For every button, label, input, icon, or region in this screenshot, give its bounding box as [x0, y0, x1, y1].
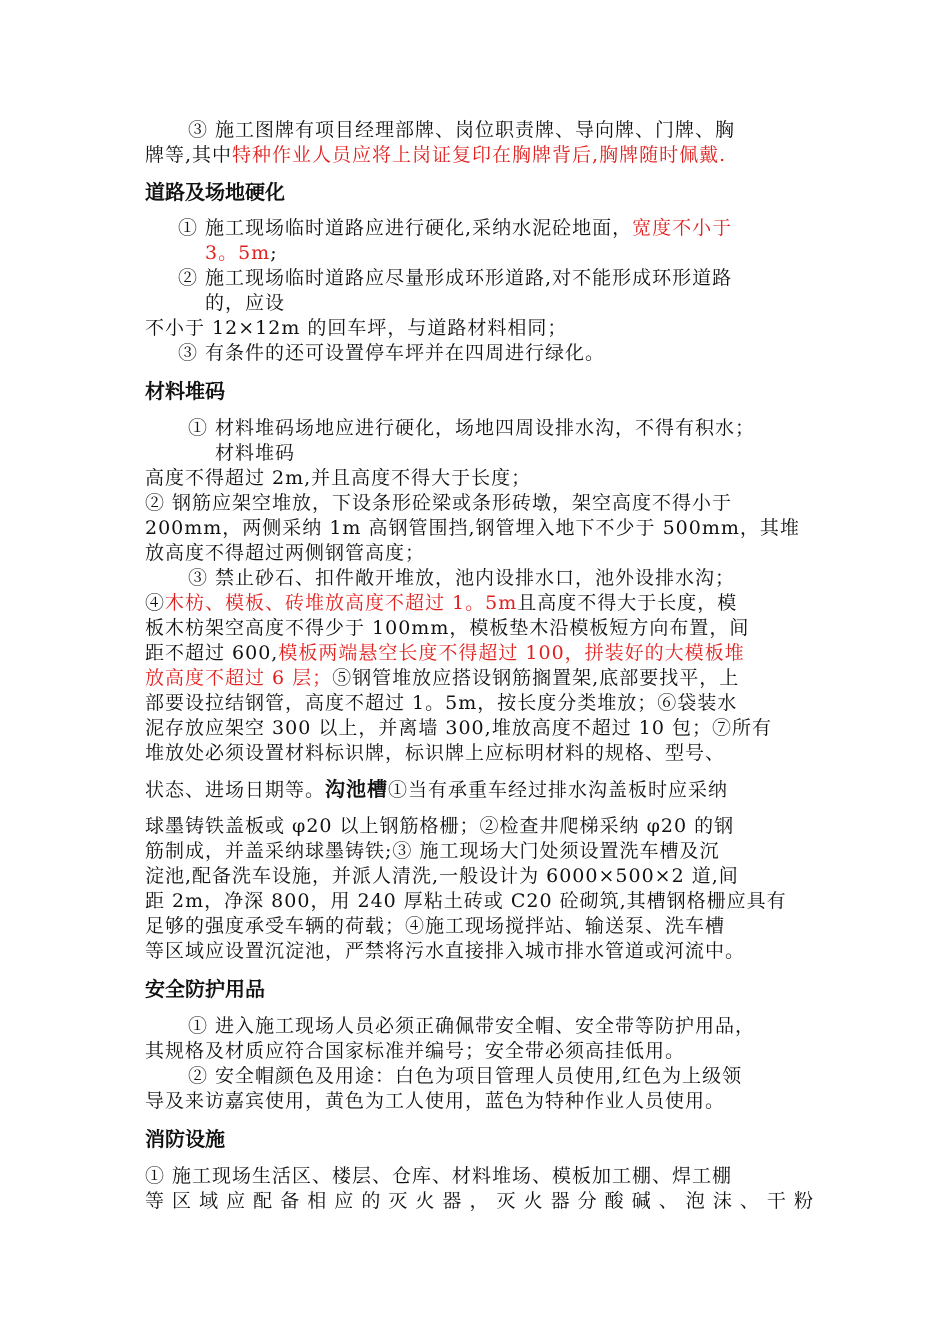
text-span: ①当有承重车经过排水沟盖板时应采纳 — [388, 779, 729, 801]
paragraph-line: 筋制成，并盖采纳球墨铸铁;③ 施工现场大门处须设置洗车槽及沉 — [145, 840, 720, 862]
text-span: 且高度不得大于长度，模 — [517, 592, 738, 614]
paragraph-line: ③ 有条件的还可设置停车坪并在四周进行绿化。 — [178, 342, 606, 364]
paragraph-line — [205, 241, 278, 265]
highlighted-text: 3。5m — [205, 242, 271, 264]
paragraph-line: 等 区 域 应 配 备 相 应 的 灭 火 器 ， 灭 火 器 分 酸 碱 、 泡 沫 、 干 粉 — [145, 1190, 814, 1212]
paragraph-line: 部要设拉结钢管，高度不超过 1。5m，按长度分类堆放；⑥袋装水 — [145, 692, 738, 714]
text-span: ; — [270, 242, 278, 264]
paragraph-line: 淀池,配备洗车设施，并派人清洗,一般设计为 6000×500×2 道,间 — [145, 865, 739, 887]
text-span: ④ — [145, 592, 166, 614]
paragraph-line: ② 安全帽颜色及用途：白色为项目管理人员使用,红色为上级领 — [188, 1065, 743, 1087]
paragraph-line — [145, 666, 739, 690]
paragraph-line: ① 进入施工现场人员必须正确佩带安全帽、安全带等防护用品， — [188, 1015, 756, 1037]
paragraph-line: 材料堆码 — [215, 442, 296, 464]
paragraph-line: 导及来访嘉宾使用，黄色为工人使用，蓝色为特种作业人员使用。 — [145, 1090, 726, 1112]
paragraph-line: 堆放处必须设置材料标识牌，标识牌上应标明材料的规格、型号、 — [145, 742, 726, 764]
paragraph-line: 放高度不得超过两侧钢管高度； — [145, 542, 426, 564]
section-heading-safety-gear: 安全防护用品 — [145, 977, 265, 1001]
text-span: 距不超过 600, — [145, 642, 279, 664]
highlighted-text: 放高度不超过 6 层； — [145, 667, 333, 689]
text-span: 状态、进场日期等。 — [145, 779, 326, 801]
paragraph-line: ② 钢筋应架空堆放，下设条形砼梁或条形砖墩，架空高度不得小于 — [145, 492, 733, 514]
highlighted-text: 木枋、模板、砖堆放高度不超过 1。5m — [165, 592, 518, 614]
paragraph-line: 其规格及材质应符合国家标准并编号；安全带必须高挂低用。 — [145, 1040, 686, 1062]
paragraph-line: ③ 施工图牌有项目经理部牌、岗位职责牌、导向牌、门牌、胸 — [188, 119, 736, 141]
paragraph-line: 200mm，两侧采纳 1m 高钢管围挡,钢管埋入地下不少于 500mm，其堆 — [145, 517, 800, 539]
paragraph-line: ② 施工现场临时道路应尽量形成环形道路,对不能形成环形道路 — [178, 267, 733, 289]
highlighted-text: 模板两端悬空长度不得超过 100，拼装好的大模板堆 — [278, 642, 745, 664]
paragraph-line — [145, 777, 728, 802]
paragraph-line: ① 材料堆码场地应进行硬化，场地四周设排水沟，不得有积水； — [188, 417, 756, 439]
paragraph-line: 不小于 12×12m 的回车坪，与道路材料相同； — [145, 317, 568, 339]
paragraph-line: 距 2m，净深 800，用 240 厚粘土砖或 C20 砼砌筑,其槽钢格栅应具有 — [145, 890, 787, 912]
highlighted-text: 宽度不小于 — [632, 217, 733, 239]
paragraph-line: 等区域应设置沉淀池，严禁将污水直接排入城市排水管道或河流中。 — [145, 940, 746, 962]
paragraph-line: 泥存放应架空 300 以上，并离墙 300,堆放高度不超过 10 包；⑦所有 — [145, 717, 772, 739]
section-heading-material-stacking: 材料堆码 — [145, 379, 225, 403]
paragraph-line: 的，应设 — [205, 292, 286, 314]
inline-heading-trench: 沟池槽 — [325, 777, 389, 801]
paragraph-line — [145, 143, 726, 167]
text-span: 牌等,其中 — [145, 144, 233, 166]
paragraph-line: 高度不得超过 2m,并且高度不得大于长度； — [145, 467, 532, 489]
paragraph-line — [145, 641, 745, 665]
paragraph-line: ① 施工现场生活区、楼层、仓库、材料堆场、模板加工棚、焊工棚 — [145, 1165, 733, 1187]
paragraph-line: 板木枋架空高度不得少于 100mm，模板垫木沿模板短方向布置，间 — [145, 617, 750, 639]
section-heading-road: 道路及场地硬化 — [145, 180, 285, 204]
paragraph-line — [178, 216, 732, 240]
paragraph-line: 球墨铸铁盖板或 φ20 以上钢筋格栅；②检查井爬梯采纳 φ20 的钢 — [145, 815, 735, 837]
highlighted-text: 特种作业人员应将上岗证复印在胸牌背后,胸牌随时佩戴. — [232, 144, 727, 166]
text-span: ⑤钢管堆放应搭设钢筋搁置架,底部要找平，上 — [332, 667, 740, 689]
paragraph-line: 足够的强度承受车辆的荷载；④施工现场搅拌站、输送泵、洗车槽 — [145, 915, 726, 937]
section-heading-fire-facilities: 消防设施 — [145, 1127, 225, 1151]
paragraph-line — [145, 591, 737, 615]
paragraph-line: ③ 禁止砂石、扣件敞开堆放，池内设排水口，池外设排水沟； — [188, 567, 736, 589]
text-span: ① 施工现场临时道路应进行硬化,采纳水泥砼地面， — [178, 217, 633, 239]
